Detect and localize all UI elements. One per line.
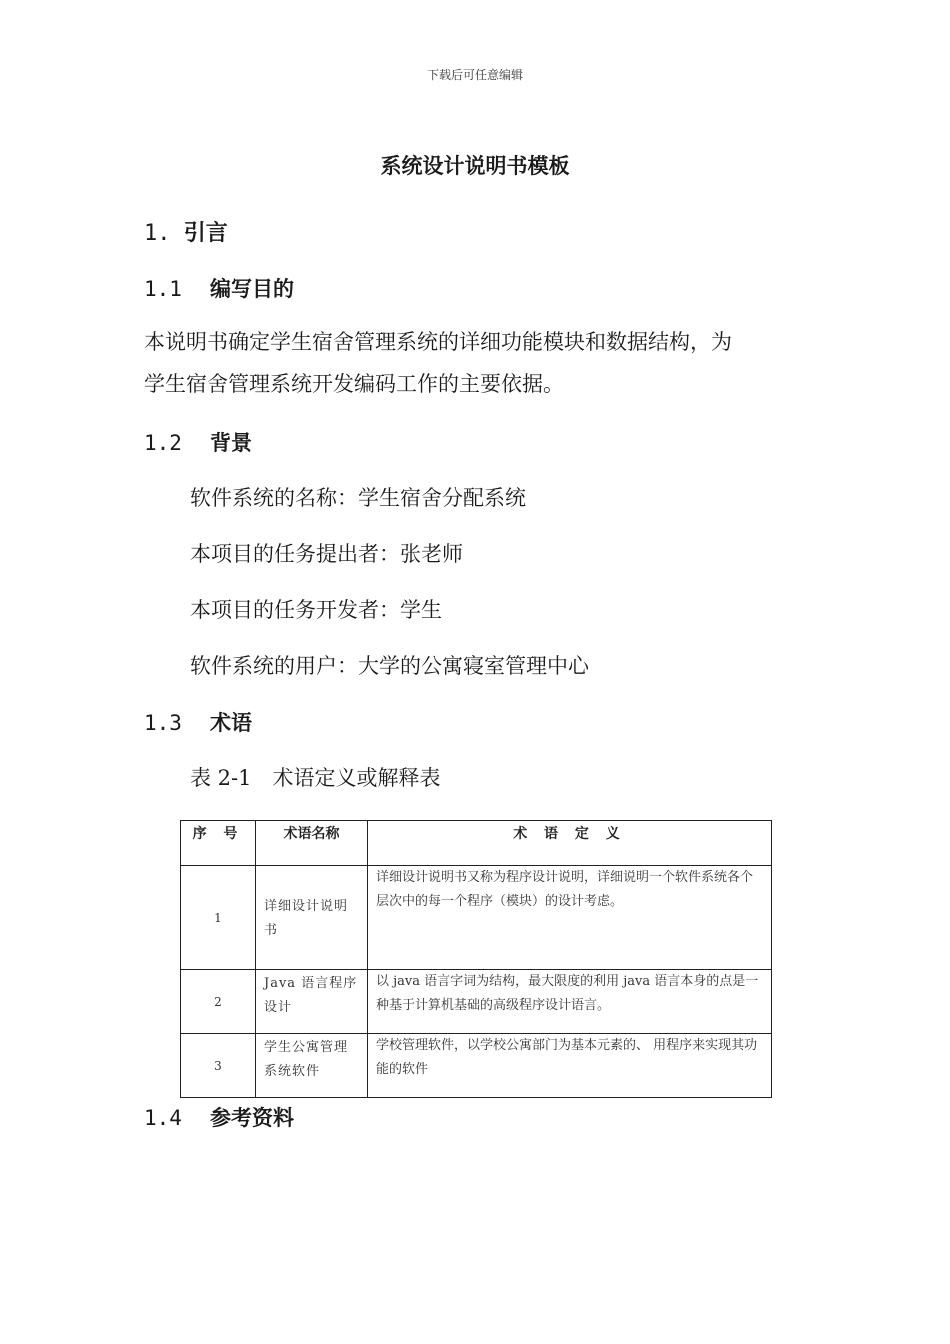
section-heading-1-3 [144, 707, 252, 737]
section-title: 编写目的 [210, 277, 294, 301]
terms-table [180, 820, 772, 1098]
section-number: 1.3 [144, 711, 182, 735]
column-header-term: 术语名称 [256, 821, 368, 866]
table-row [181, 866, 772, 970]
section-number: 1. [144, 221, 171, 246]
term-definition: 以 java 语言字词为结构，最大限度的利用 java 语言本身的点是一种基于计算机基础的高级程序设计语言。 [368, 970, 772, 1034]
table-row [181, 1034, 772, 1098]
section-number: 1.4 [144, 1106, 182, 1130]
section-heading-1 [144, 216, 228, 247]
paragraph-line: 学生宿舍管理系统开发编码工作的主要依据。 [144, 372, 564, 396]
paragraph-line: 本说明书确定学生宿舍管理系统的详细功能模块和数据结构，为 [144, 330, 732, 354]
term-name: 详细设计说明书 [256, 866, 368, 970]
section-number: 1.2 [144, 431, 182, 455]
background-item: 本项目的任务提出者：张老师 [190, 542, 463, 566]
background-item: 软件系统的名称：学生宿舍分配系统 [190, 486, 526, 510]
term-name: 学生公寓管理系统软件 [256, 1034, 368, 1098]
section-title: 术语 [210, 711, 252, 735]
table-caption: 表 2-1 术语定义或解释表 [190, 766, 441, 790]
background-item: 本项目的任务开发者：学生 [190, 598, 442, 622]
section-number: 1.1 [144, 277, 182, 301]
table-row [181, 970, 772, 1034]
document-title: 系统设计说明书模板 [380, 154, 570, 178]
section-title: 引言 [183, 221, 228, 246]
section-heading-1-4 [144, 1102, 294, 1132]
table-header-row [181, 821, 772, 866]
section-heading-1-2 [144, 427, 252, 457]
purpose-paragraph [144, 321, 732, 405]
column-header-definition: 术 语 定 义 [368, 821, 772, 866]
column-header-number: 序 号 [181, 821, 256, 866]
term-name: Java 语言程序设计 [256, 970, 368, 1034]
term-definition: 详细设计说明书又称为程序设计说明，详细说明一个软件系统各个层次中的每一个程序（模块）的设计考虑。 [368, 866, 772, 970]
section-title: 背景 [210, 431, 252, 455]
row-number: 1 [181, 866, 256, 970]
section-title: 参考资料 [210, 1106, 294, 1130]
term-definition: 学校管理软件，以学校公寓部门为基本元素的、 用程序来实现其功能的软件 [368, 1034, 772, 1098]
row-number: 2 [181, 970, 256, 1034]
background-item: 软件系统的用户：大学的公寓寝室管理中心 [190, 654, 589, 678]
section-heading-1-1 [144, 273, 294, 303]
header-note: 下载后可任意编辑 [426, 68, 523, 82]
row-number: 3 [181, 1034, 256, 1098]
